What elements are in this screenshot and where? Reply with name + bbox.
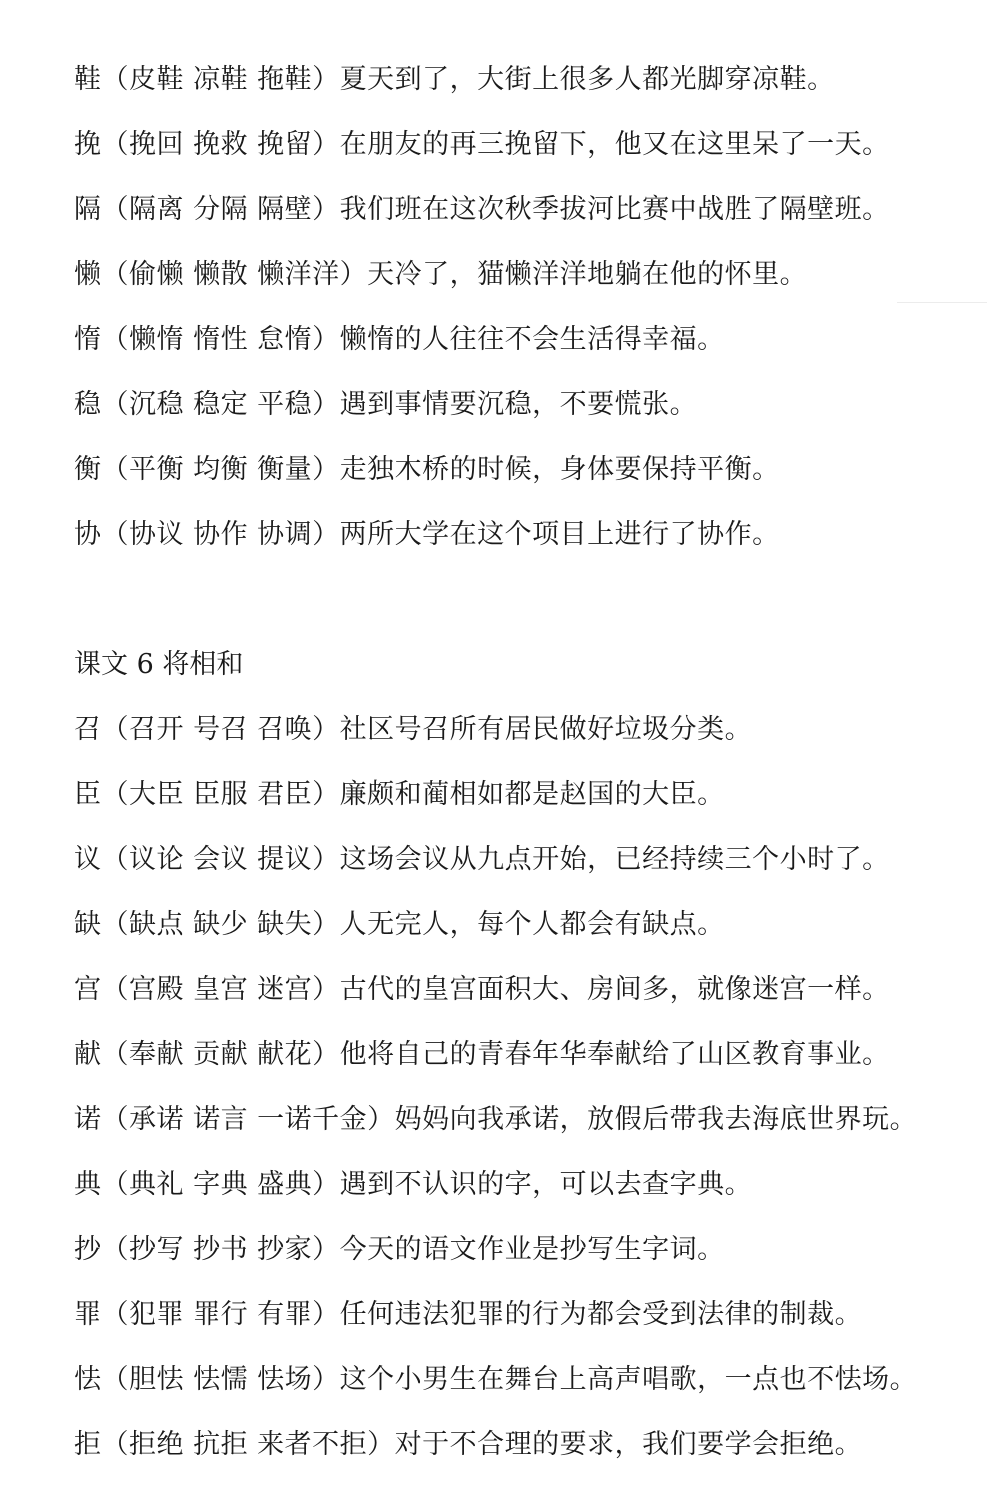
vocab-line-chen: 臣（大臣 臣服 君臣）廉颇和蔺相如都是赵国的大臣。 bbox=[74, 779, 725, 810]
vocab-line-ge: 隔（隔离 分隔 隔壁）我们班在这次秋季拔河比赛中战胜了隔壁班。 bbox=[74, 194, 890, 225]
vocab-line-yi: 议（议论 会议 提议）这场会议从九点开始，已经持续三个小时了。 bbox=[74, 844, 890, 875]
vocab-line-duo: 惰（懒惰 惰性 怠惰）懒惰的人往往不会生活得幸福。 bbox=[74, 324, 725, 355]
vocab-line-wen: 稳（沉稳 稳定 平稳）遇到事情要沉稳，不要慌张。 bbox=[74, 389, 698, 420]
vocab-line-xie2: 协（协议 协作 协调）两所大学在这个项目上进行了协作。 bbox=[74, 519, 780, 550]
vocab-line-heng: 衡（平衡 均衡 衡量）走独木桥的时候，身体要保持平衡。 bbox=[74, 454, 780, 485]
vocab-line-xie: 鞋（皮鞋 凉鞋 拖鞋）夏天到了，大街上很多人都光脚穿凉鞋。 bbox=[74, 64, 835, 95]
vocab-line-lan: 懒（偷懒 懒散 懒洋洋）天冷了，猫懒洋洋地躺在他的怀里。 bbox=[74, 259, 808, 290]
vocab-line-wan: 挽（挽回 挽救 挽留）在朋友的再三挽留下，他又在这里呆了一天。 bbox=[74, 129, 890, 160]
vocab-line-nuo: 诺（承诺 诺言 一诺千金）妈妈向我承诺，放假后带我去海底世界玩。 bbox=[74, 1104, 918, 1135]
vocab-line-xian: 献（奉献 贡献 献花）他将自己的青春年华奉献给了山区教育事业。 bbox=[74, 1039, 890, 1070]
vocab-line-dian: 典（典礼 字典 盛典）遇到不认识的字，可以去查字典。 bbox=[74, 1169, 753, 1200]
vocab-line-ju: 拒（拒绝 抗拒 来者不拒）对于不合理的要求，我们要学会拒绝。 bbox=[74, 1429, 863, 1460]
vocab-line-zhao: 召（召开 号召 召唤）社区号召所有居民做好垃圾分类。 bbox=[74, 714, 753, 745]
vocab-line-que: 缺（缺点 缺少 缺失）人无完人，每个人都会有缺点。 bbox=[74, 909, 725, 940]
vocab-line-zui: 罪（犯罪 罪行 有罪）任何违法犯罪的行为都会受到法律的制裁。 bbox=[74, 1299, 863, 1330]
vocab-line-qie: 怯（胆怯 怯懦 怯场）这个小男生在舞台上高声唱歌，一点也不怯场。 bbox=[74, 1364, 918, 1395]
lesson-heading: 课文 6 将相和 bbox=[74, 649, 244, 680]
vocab-line-gong: 宫（宫殿 皇宫 迷宫）古代的皇宫面积大、房间多，就像迷宫一样。 bbox=[74, 974, 890, 1005]
divider bbox=[897, 302, 987, 303]
vocab-line-chao: 抄（抄写 抄书 抄家）今天的语文作业是抄写生字词。 bbox=[74, 1234, 725, 1265]
